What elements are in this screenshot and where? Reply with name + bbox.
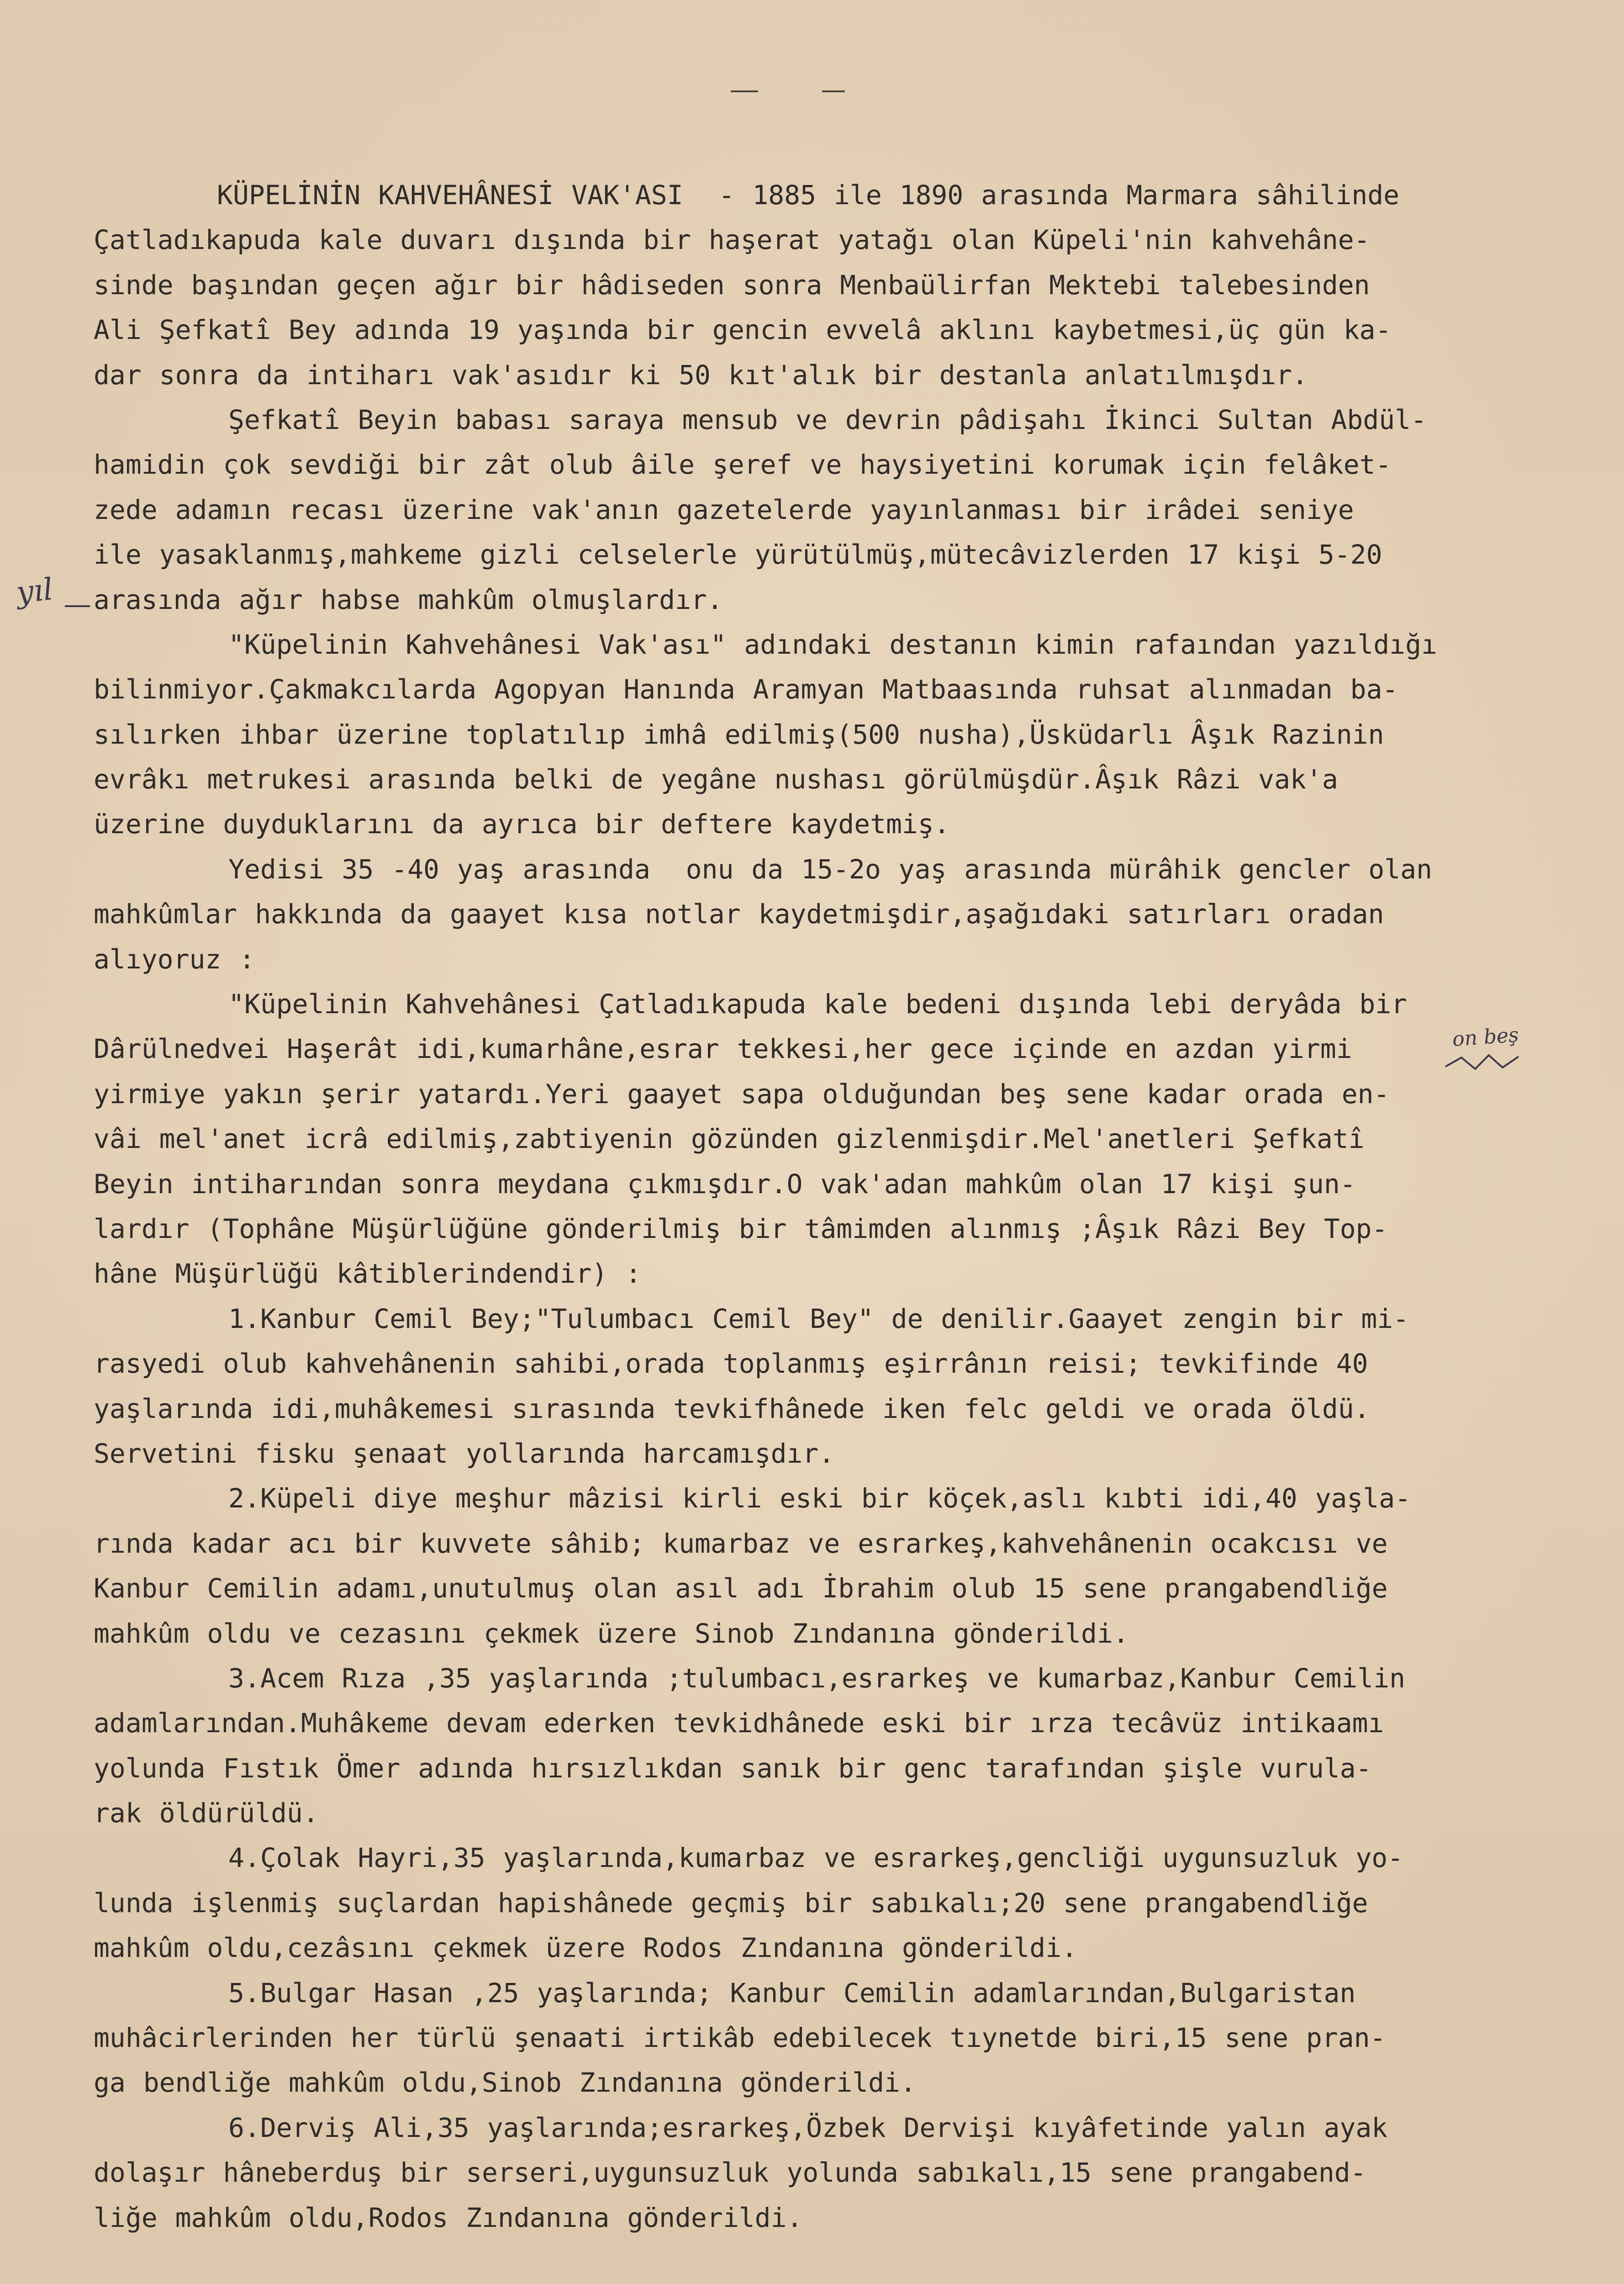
text-line: Ali Şefkatî Bey adında 19 yaşında bir gencin evvelâ aklını kaybetmesi,üç gün ka- (94, 314, 1392, 346)
text-line: arasında ağır habse mahkûm olmuşlardır. (94, 584, 723, 615)
text-line: rında kadar acı bir kuvvete sâhib; kumarbaz ve esrarkeş,kahvehânenin ocakcısı ve (94, 1528, 1388, 1559)
header-mark-left (731, 90, 758, 92)
margin-handwritten-note: yıl (15, 571, 55, 610)
text-line: KÜPELİNİN KAHVEHÂNESİ VAK'ASI - 1885 ile 1890 arasında Marmara sâhilinde (217, 180, 1400, 211)
text-line: hâne Müşürlüğü kâtiblerindendir) : (94, 1258, 642, 1290)
text-line: lardır (Tophâne Müşürlüğüne gönderilmiş bir tâmimden alınmış ;Âşık Râzi Bey Top- (94, 1213, 1388, 1244)
text-line: 4.Çolak Hayri,35 yaşlarında,kumarbaz ve esrarkeş,gencliği uygunsuzluk yo- (228, 1842, 1404, 1874)
text-line: vâi mel'anet icrâ edilmiş,zabtiyenin gözünden gizlenmişdir.Mel'anetleri Şefkatî (94, 1123, 1365, 1155)
text-line: mahkûmlar hakkında da gaayet kısa notlar kaydetmişdir,aşağıdaki satırları oradan (94, 899, 1384, 930)
text-line: lunda işlenmiş suçlardan hapishânede geçmiş bir sabıkalı;20 sene prangabendliğe (94, 1887, 1368, 1919)
handwritten-insert: on beş (1451, 1023, 1520, 1052)
text-line: dolaşır hâneberduş bir serseri,uygunsuzluk yolunda sabıkalı,15 sene prangabend- (94, 2157, 1366, 2189)
text-line: 3.Acem Rıza ,35 yaşlarında ;tulumbacı,esrarkeş ve kumarbaz,Kanbur Cemilin (228, 1662, 1406, 1694)
text-line: 5.Bulgar Hasan ,25 yaşlarında; Kanbur Cemilin adamlarından,Bulgaristan (228, 1977, 1356, 2009)
text-line: rak öldürüldü. (94, 1798, 319, 1829)
text-line: dar sonra da intiharı vak'asıdır ki 50 kıt'alık bir destanla anlatılmışdır. (94, 359, 1308, 391)
text-line: ile yasaklanmış,mahkeme gizli celselerle yürütülmüş,mütecâvizlerden 17 kişi 5-20 (94, 539, 1382, 571)
header-mark-right (822, 90, 845, 92)
document-body (94, 173, 1614, 2240)
text-line: Beyin intiharından sonra meydana çıkmışdır.O vak'adan mahkûm olan 17 kişi şun- (94, 1168, 1356, 1200)
text-line: yolunda Fıstık Ömer adında hırsızlıkdan sanık bir genc tarafından şişle vurula- (94, 1752, 1372, 1784)
text-line: yirmiye yakın şerir yatardı.Yeri gaayet sapa olduğundan beş sene kadar orada en- (94, 1078, 1390, 1110)
text-line: sinde başından geçen ağır bir hâdiseden sonra Menbaülirfan Mektebi talebesinden (94, 269, 1370, 301)
text-line: 6.Derviş Ali,35 yaşlarında;esrarkeş,Özbek Dervişi kıyâfetinde yalın ayak (228, 2112, 1388, 2143)
text-line: adamlarından.Muhâkeme devam ederken tevkidhânede eski bir ırza tecâvüz intikaamı (94, 1708, 1384, 1739)
text-line: Dârülnedvei Haşerât idi,kumarhâne,esrar tekkesi,her gece içinde en azdan yirmi (94, 1033, 1352, 1065)
text-line: mahkûm oldu ve cezasını çekmek üzere Sinob Zındanına gönderildi. (94, 1618, 1129, 1649)
text-line: bilinmiyor.Çakmakcılarda Agopyan Hanında Aramyan Matbaasında ruhsat alınmadan ba- (94, 674, 1398, 705)
text-line: "Küpelinin Kahvehânesi Vak'ası" adındaki destanın kimin rafaından yazıldığı (228, 629, 1437, 660)
text-line: liğe mahkûm oldu,Rodos Zındanına gönderildi. (94, 2202, 803, 2233)
text-line: muhâcirlerinden her türlü şenaati irtikâb edebilecek tıynetde biri,15 sene pran- (94, 2022, 1386, 2054)
text-line: sılırken ihbar üzerine toplatılıp imhâ edilmiş(500 nusha),Üsküdarlı Âşık Razinin (94, 719, 1384, 750)
text-line: mahkûm oldu,cezâsını çekmek üzere Rodos Zındanına gönderildi. (94, 1932, 1078, 1964)
text-line: "Küpelinin Kahvehânesi Çatladıkapuda kale bedeni dışında lebi deryâda bir (228, 989, 1408, 1020)
text-line: üzerine duyduklarını da ayrıca bir deftere kaydetmiş. (94, 809, 950, 840)
text-line: ga bendliğe mahkûm oldu,Sinob Zındanına gönderildi. (94, 2067, 916, 2099)
text-line: Kanbur Cemilin adamı,unutulmuş olan asıl adı İbrahim olub 15 sene prangabendliğe (94, 1573, 1388, 1604)
text-line: Servetini fisku şenaat yollarında harcamışdır. (94, 1438, 835, 1469)
text-line: 1.Kanbur Cemil Bey;"Tulumbacı Cemil Bey" de denilir.Gaayet zengin bir mi- (228, 1303, 1409, 1334)
text-line: evrâkı metrukesi arasında belki de yegâne nushası görülmüşdür.Âşık Râzi vak'a (94, 764, 1338, 795)
text-line: hamidin çok sevdiği bir zât olub âile şeref ve haysiyetini korumak için felâket- (94, 449, 1392, 481)
text-line: Yedisi 35 -40 yaş arasında onu da 15-2o yaş arasında mürâhik gencler olan (228, 853, 1433, 885)
text-line: Şefkatî Beyin babası saraya mensub ve devrin pâdişahı İkinci Sultan Abdül- (228, 404, 1427, 435)
margin-dash (65, 605, 90, 607)
text-line: alıyoruz : (94, 943, 255, 975)
text-line: zede adamın recası üzerine vak'anın gazetelerde yayınlanması bir irâdei seniye (94, 494, 1354, 525)
header-marks (712, 86, 849, 100)
text-line: 2.Küpeli diye meşhur mâzisi kirli eski bir köçek,aslı kıbti idi,40 yaşla- (228, 1483, 1411, 1514)
text-line: rasyedi olub kahvehânenin sahibi,orada toplanmış eşirrânın reisi; tevkifinde 40 (94, 1348, 1368, 1380)
text-line: yaşlarında idi,muhâkemesi sırasında tevkifhânede iken felc geldi ve orada öldü. (94, 1393, 1370, 1424)
text-line: Çatladıkapuda kale duvarı dışında bir haşerat yatağı olan Küpeli'nin kahvehâne- (94, 224, 1370, 256)
